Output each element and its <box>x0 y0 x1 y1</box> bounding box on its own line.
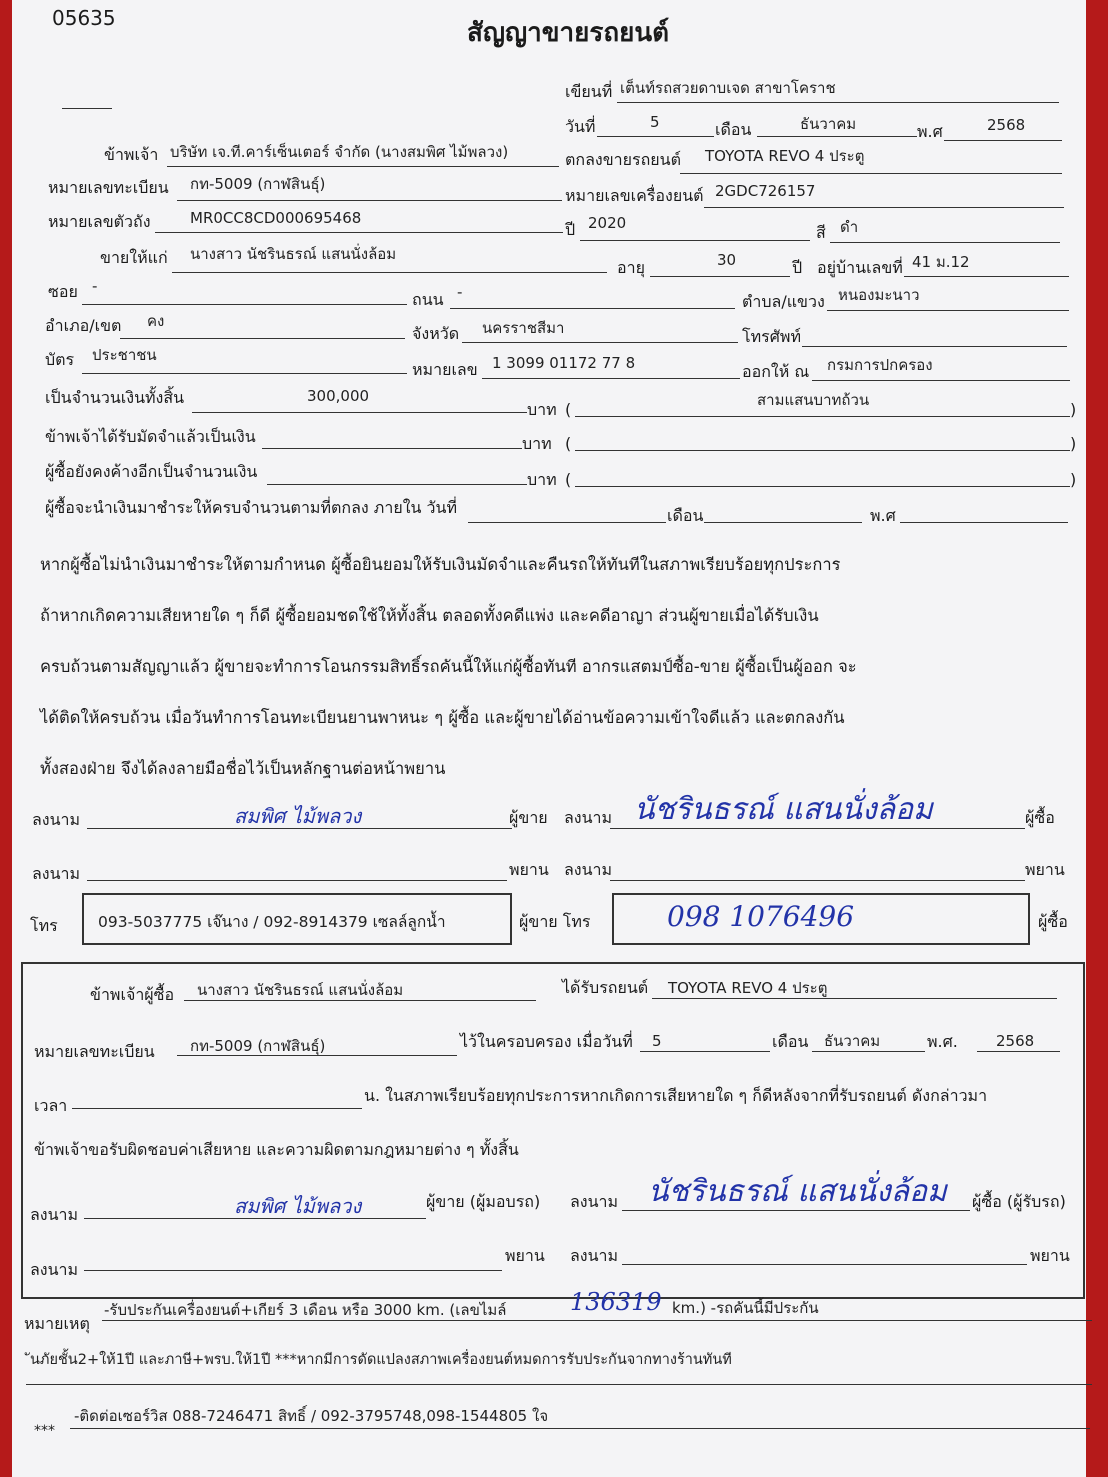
buyer-value: นางสาว นัชรินธรณ์ แสนนั่งล้อม <box>190 245 397 263</box>
receipt-witness2-role: พยาน <box>1030 1246 1070 1265</box>
province-value: นครราชสีมา <box>482 319 565 337</box>
balance-line <box>267 484 527 485</box>
page-title: สัญญาขายรถยนต์ <box>467 18 669 48</box>
soi-label: ซอย <box>48 282 78 301</box>
pay-within-day-line <box>468 522 666 523</box>
receipt-year-label: พ.ศ. <box>927 1032 958 1051</box>
year-model-label: ปี <box>565 220 576 239</box>
notes-line-2: ันภัยชั้น2+ให้1ปี และภาษี+พรบ.ให้1ปี ***หากมีการดัดแปลงสภาพเครื่องยนต์หมดการรับประกันจากทางร้านทันที <box>30 1352 732 1368</box>
receipt-witness2-sign-line <box>622 1264 1027 1265</box>
day-value: 5 <box>650 113 660 131</box>
receipt-car-line <box>652 998 1057 999</box>
issued-by-value: กรมการปกครอง <box>827 356 933 374</box>
notes-line-1a: -รับประกันเครื่องยนต์+เกียร์ 3 เดือน หรือ 3000 km. (เลขไมล์ <box>104 1301 507 1319</box>
receipt-year-line <box>977 1051 1060 1052</box>
receipt-possession-label: ไว้ในครอบครอง เมื่อวันที่ <box>460 1032 633 1051</box>
terms-line-2: ถ้าหากเกิดความเสียหายใด ๆ ก็ดี ผู้ซื้อยอมชดใช้ให้ทั้งสิ้น ตลอดทั้งคดีแพ่ง และคดีอาญา ส่วนผู้ขายเมื่อได้รับเงิน <box>40 606 819 625</box>
seller-signature: สมพิศ ไม้พลวง <box>234 804 362 828</box>
notes-label: หมายเหตุ <box>24 1314 90 1333</box>
receipt-month-line <box>812 1051 925 1052</box>
chassis-no-line <box>155 232 563 233</box>
seller-role: ผู้ขาย <box>509 808 548 827</box>
seller-label: ข้าพเจ้า <box>104 145 159 164</box>
deposit-line <box>262 448 522 449</box>
buyer-tel-label: ผู้ซื้อ <box>1038 912 1068 931</box>
receipt-buyer-sign-label: ลงนาม <box>570 1192 619 1211</box>
month-value: ธันวาคม <box>800 115 857 133</box>
witness1-sign-label: ลงนาม <box>32 864 81 883</box>
witness2-role: พยาน <box>1025 860 1065 879</box>
notes-line-3-rule <box>70 1428 1090 1429</box>
subdistrict-label: ตำบล/แขวง <box>742 292 825 311</box>
seller-line <box>167 166 559 167</box>
pay-within-month-label: เดือน <box>667 506 704 525</box>
buyer-line <box>172 272 607 273</box>
car-model-value: TOYOTA REVO 4 ประตู <box>705 147 865 165</box>
balance-open: ( <box>565 470 572 489</box>
receipt-buyer-role: ผู้ซื้อ (ผู้รับรถ) <box>972 1192 1066 1211</box>
witness2-sign-label: ลงนาม <box>564 860 613 879</box>
receipt-witness2-sign-label: ลงนาม <box>570 1246 619 1265</box>
balance-close: ) <box>1070 470 1077 489</box>
buyer-label: ขายให้แก่ <box>100 248 168 267</box>
card-no-value: 1 3099 01172 77 8 <box>492 354 636 372</box>
seller-tel-label: ผู้ขาย โทร <box>519 912 591 931</box>
district-line <box>120 338 405 339</box>
issued-by-line <box>812 380 1070 381</box>
plate-line <box>177 200 562 201</box>
deposit-label: ข้าพเจ้าได้รับมัดจำแล้วเป็นเงิน <box>45 427 256 446</box>
card-value: ประชาชน <box>92 346 157 364</box>
notes-line-3: -ติดต่อเซอร์วิส 088-7246471 สิทธิ์ / 092-3795748,098-1544805 ใจ <box>74 1407 549 1425</box>
notes-line-1-rule <box>102 1320 1092 1321</box>
terms-line-1: หากผู้ซื้อไม่นำเงินมาชำระให้ตามกำหนด ผู้ซื้อยินยอมให้รับเงินมัดจำและคืนรถให้ทันทีในสภาพเรียบร้อยทุกประการ <box>40 555 841 574</box>
written-at-label: เขียนที่ <box>565 82 613 101</box>
buyer-role: ผู้ซื้อ <box>1025 808 1055 827</box>
terms-line-5: ทั้งสองฝ่าย จึงได้ลงลายมือชื่อไว้เป็นหลักฐานต่อหน้าพยาน <box>40 759 446 778</box>
receipt-witness1-role: พยาน <box>505 1246 545 1265</box>
seller-phones: 093-5037775 เจ๊นาง / 092-8914379 เซลล์ลูกน้ำ <box>98 913 446 931</box>
year-line <box>944 140 1062 141</box>
receipt-time-tail: น. ในสภาพเรียบร้อยทุกประการหากเกิดการเสียหายใด ๆ ก็ดีหลังจากที่รับรถยนต์ ดังกล่าวมา <box>364 1086 988 1105</box>
plate-value: กท-5009 (กาฬสินธุ์) <box>190 175 326 193</box>
receipt-month: ธันวาคม <box>824 1032 881 1050</box>
written-at-value: เต็นท์รถสวยดาบเจด สาขาโคราช <box>620 79 836 97</box>
buyer-phone: 098 1076496 <box>667 900 855 933</box>
receipt-plate-line <box>177 1055 457 1056</box>
total-amount-open: ( <box>565 400 572 419</box>
receipt-seller-role: ผู้ขาย (ผู้มอบรถ) <box>426 1192 541 1211</box>
district-value: คง <box>147 312 165 330</box>
total-amount-line <box>192 412 527 413</box>
receipt-year: 2568 <box>996 1032 1035 1050</box>
buyer-sign-label: ลงนาม <box>564 808 613 827</box>
terms-line-4: ได้ติดให้ครบถ้วน เมื่อวันทำการโอนทะเบียนยานพาหนะ ๆ ผู้ซื้อ และผู้ขายได้อ่านข้อความเข้าใจดีแล้ว และตกลงกัน <box>40 708 845 727</box>
receipt-plate-label: หมายเลขทะเบียน <box>34 1042 155 1061</box>
year-model-value: 2020 <box>588 214 627 232</box>
engine-no-line <box>704 207 1064 208</box>
seller-value: บริษัท เจ.ที.คาร์เซ็นเตอร์ จำกัด (นางสมพิศ ไม้พลวง) <box>170 143 509 161</box>
witness1-role: พยาน <box>509 860 549 879</box>
total-amount-value: 300,000 <box>307 387 370 405</box>
engine-no-label: หมายเลขเครื่องยนต์ <box>565 186 704 205</box>
day-line <box>597 136 714 137</box>
car-model-label: ตกลงขายรถยนต์ <box>565 150 681 169</box>
receipt-buyer-line <box>184 1000 536 1001</box>
card-no-line <box>482 378 740 379</box>
color-line <box>830 242 1060 243</box>
car-model-line <box>680 173 1062 174</box>
month-label: เดือน <box>715 120 752 139</box>
buyer-signature: นัชรินธรณ์ แสนนั่งล้อม <box>634 792 933 827</box>
road-value: - <box>457 283 463 301</box>
witness1-sign-line <box>87 880 507 881</box>
issued-by-label: ออกให้ ณ <box>742 362 810 381</box>
age-line <box>650 276 790 277</box>
chassis-no-value: MR0CC8CD000695468 <box>190 209 362 227</box>
notes-line-2-rule <box>26 1384 1092 1385</box>
contract-paper <box>12 0 1086 1477</box>
notes-line-1b: km.) -รถคันนี้มีประกัน <box>672 1299 819 1317</box>
receipt-buyer-label: ข้าพเจ้าผู้ซื้อ <box>90 985 175 1004</box>
house-no-line <box>904 276 1069 277</box>
balance-baht: บาท <box>527 470 557 489</box>
receipt-box <box>21 962 1085 1299</box>
notes-line-3-prefix: *** <box>34 1423 55 1439</box>
receipt-seller-signature: สมพิศ ไม้พลวง <box>234 1194 362 1218</box>
balance-words-line <box>575 486 1070 487</box>
deposit-words-line <box>575 450 1070 451</box>
receipt-liability: ข้าพเจ้าขอรับผิดชอบค่าเสียหาย และความผิดตามกฎหมายต่าง ๆ ทั้งสิ้น <box>34 1140 519 1159</box>
terms-line-3: ครบถ้วนตามสัญญาแล้ว ผู้ขายจะทำการโอนกรรมสิทธิ์รถคันนี้ให้แก่ผู้ซื้อทันที อากรแสตมป์ซื้อ-ขาย ผู้ซื้อเป็นผู้ออก จะ <box>40 657 857 676</box>
road-line <box>450 308 735 309</box>
day-label: วันที่ <box>565 117 596 136</box>
total-amount-words-line <box>575 416 1070 417</box>
card-line <box>82 373 407 374</box>
year-label: พ.ศ <box>917 122 943 141</box>
chassis-no-label: หมายเลขตัวถัง <box>48 212 151 231</box>
receipt-time-label: เวลา <box>34 1096 68 1115</box>
receipt-car: TOYOTA REVO 4 ประตู <box>668 979 828 997</box>
year-value: 2568 <box>987 116 1026 134</box>
subdistrict-line <box>827 310 1069 311</box>
road-label: ถนน <box>412 290 444 309</box>
seller-sign-label: ลงนาม <box>32 810 81 829</box>
province-line <box>462 342 738 343</box>
house-no-label: อยู่บ้านเลขที่ <box>817 258 903 277</box>
subdistrict-value: หนองมะนาว <box>838 286 920 304</box>
receipt-month-label: เดือน <box>772 1032 809 1051</box>
month-line <box>757 136 917 137</box>
total-amount-label: เป็นจำนวนเงินทั้งสิ้น <box>45 388 185 407</box>
pay-within-year-line <box>900 522 1068 523</box>
doc-number: 05635 <box>52 6 116 30</box>
total-amount-words: สามแสนบาทถ้วน <box>757 391 870 409</box>
year-model-line <box>580 240 810 241</box>
deposit-baht: บาท <box>522 434 552 453</box>
header-dash <box>62 108 112 109</box>
engine-no-value: 2GDC726157 <box>715 182 816 200</box>
soi-value: - <box>92 277 98 295</box>
plate-label: หมายเลขทะเบียน <box>48 178 169 197</box>
notes-mileage: 136319 <box>570 1288 662 1316</box>
receipt-buyer-signature: นัชรินธรณ์ แสนนั่งล้อม <box>648 1174 947 1209</box>
written-at-line <box>617 102 1059 103</box>
receipt-time-line <box>72 1108 362 1109</box>
house-no-value: 41 ม.12 <box>912 253 970 271</box>
receipt-day: 5 <box>652 1032 662 1050</box>
total-amount-close: ) <box>1070 400 1077 419</box>
receipt-witness1-sign-label: ลงนาม <box>30 1260 79 1279</box>
phone-line <box>802 346 1067 347</box>
pay-within-year-label: พ.ศ <box>870 506 896 525</box>
total-amount-baht: บาท <box>527 400 557 419</box>
receipt-buyer-name: นางสาว นัชรินธรณ์ แสนนั่งล้อม <box>197 981 404 999</box>
card-label: บัตร <box>45 350 75 369</box>
receipt-seller-sign-label: ลงนาม <box>30 1205 79 1224</box>
card-no-label: หมายเลข <box>412 360 478 379</box>
pay-within-month-line <box>704 522 862 523</box>
phone-label: โทรศัพท์ <box>742 327 801 346</box>
age-label: อายุ <box>617 258 645 277</box>
age-unit: ปี <box>792 258 803 277</box>
receipt-received-label: ได้รับรถยนต์ <box>562 978 649 997</box>
province-label: จังหวัด <box>412 324 460 343</box>
age-value: 30 <box>717 251 737 269</box>
balance-label: ผู้ซื้อยังคงค้างอีกเป็นจำนวนเงิน <box>45 462 258 481</box>
soi-line <box>82 304 407 305</box>
deposit-close: ) <box>1070 434 1077 453</box>
witness2-sign-line <box>610 880 1025 881</box>
color-label: สี <box>816 223 826 242</box>
district-label: อำเภอ/เขต <box>45 316 122 335</box>
receipt-plate: กท-5009 (กาฬสินธุ์) <box>190 1037 326 1055</box>
color-value: ดำ <box>840 218 859 236</box>
pay-within-label: ผู้ซื้อจะนำเงินมาชำระให้ครบจำนวนตามที่ตกลง ภายใน วันที่ <box>45 498 458 517</box>
receipt-witness1-sign-line <box>84 1270 502 1271</box>
deposit-open: ( <box>565 434 572 453</box>
receipt-day-line <box>640 1051 770 1052</box>
tel-label: โทร <box>30 916 58 935</box>
